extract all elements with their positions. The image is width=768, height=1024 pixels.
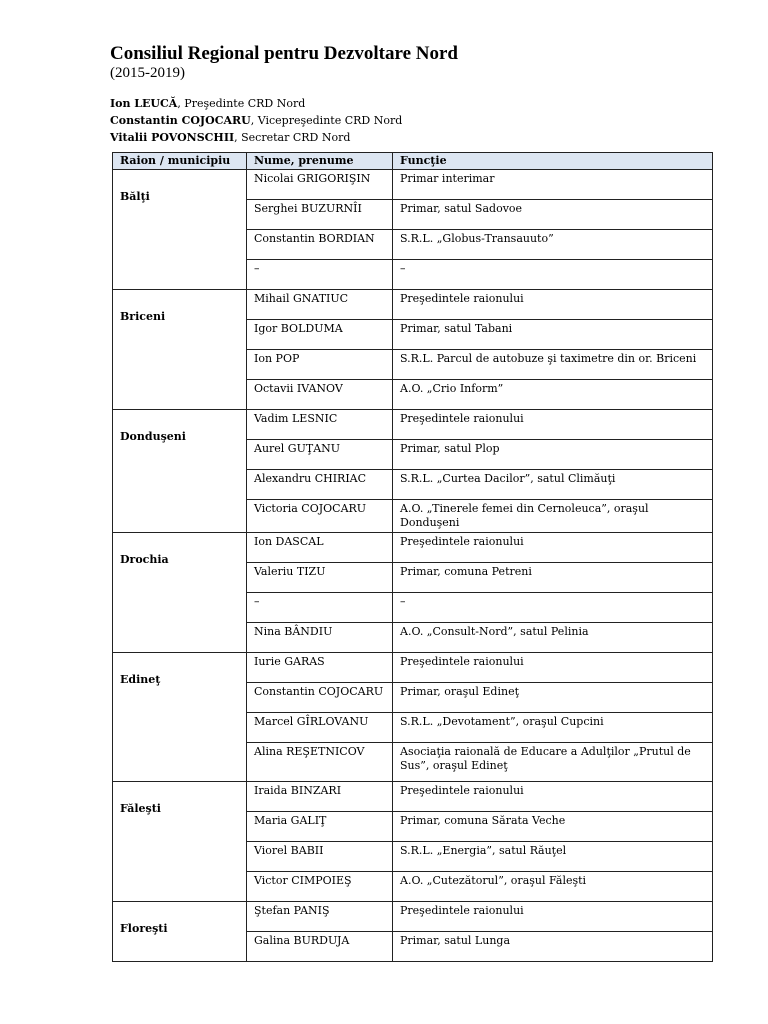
raion-cell: Bălţi — [113, 170, 247, 290]
official-name: Constantin COJOCARU — [110, 114, 251, 127]
member-function-cell: Primar, satul Lunga — [393, 932, 713, 962]
member-function-cell: Primar, comuna Sărata Veche — [393, 812, 713, 842]
table-row — [113, 170, 713, 200]
official-president — [110, 95, 402, 112]
member-name-cell: Constantin BORDIAN — [247, 230, 393, 260]
official-role: , Secretar CRD Nord — [234, 131, 351, 144]
member-name-cell: Ion POP — [247, 350, 393, 380]
member-name-cell: Igor BOLDUMA — [247, 320, 393, 350]
member-name-cell: Victoria COJOCARU — [247, 500, 393, 533]
official-name: Vitalii POVONSCHII — [110, 131, 235, 144]
member-name-cell: Ion DASCAL — [247, 533, 393, 563]
member-name-cell: Alexandru CHIRIAC — [247, 470, 393, 500]
member-name-cell: Constantin COJOCARU — [247, 683, 393, 713]
official-secretary — [110, 129, 402, 146]
member-function-cell: Preşedintele raionului — [393, 902, 713, 932]
member-function-cell: Preşedintele raionului — [393, 782, 713, 812]
table-row — [113, 902, 713, 932]
raion-cell: Drochia — [113, 533, 247, 653]
member-name-cell: – — [247, 593, 393, 623]
member-name-cell: Valeriu TIZU — [247, 563, 393, 593]
member-name-cell: Nicolai GRIGORIŞIN — [247, 170, 393, 200]
member-function-cell: S.R.L. „Globus-Transauuto” — [393, 230, 713, 260]
member-function-cell: – — [393, 593, 713, 623]
raion-cell: Edineţ — [113, 653, 247, 782]
member-function-cell: Asociaţia raională de Educare a Adulţilor „Prutul de Sus”, oraşul Edineţ — [393, 743, 713, 782]
member-function-cell: A.O. „Cutezătorul”, oraşul Făleşti — [393, 872, 713, 902]
raion-cell: Briceni — [113, 290, 247, 410]
member-function-cell: Preşedintele raionului — [393, 653, 713, 683]
table-row — [113, 653, 713, 683]
raion-cell: Făleşti — [113, 782, 247, 902]
member-name-cell: – — [247, 260, 393, 290]
member-name-cell: Marcel GÎRLOVANU — [247, 713, 393, 743]
member-function-cell: Primar, oraşul Edineţ — [393, 683, 713, 713]
member-function-cell: S.R.L. Parcul de autobuze şi taximetre din or. Briceni — [393, 350, 713, 380]
member-name-cell: Iurie GARAS — [247, 653, 393, 683]
member-function-cell: Primar, comuna Petreni — [393, 563, 713, 593]
member-function-cell: A.O. „Crio Inform” — [393, 380, 713, 410]
raion-cell: Donduşeni — [113, 410, 247, 533]
member-name-cell: Viorel BABII — [247, 842, 393, 872]
member-name-cell: Iraida BINZARI — [247, 782, 393, 812]
document-years: (2015-2019) — [110, 65, 185, 81]
official-vicepresident — [110, 112, 402, 129]
member-function-cell: S.R.L. „Devotament”, oraşul Cupcini — [393, 713, 713, 743]
member-name-cell: Serghei BUZURNÎI — [247, 200, 393, 230]
table-row — [113, 290, 713, 320]
member-name-cell: Nina BÂNDIU — [247, 623, 393, 653]
table-header-row — [113, 153, 713, 170]
table-row — [113, 782, 713, 812]
member-function-cell: Primar, satul Tabani — [393, 320, 713, 350]
official-name: Ion LEUCĂ — [110, 97, 178, 110]
member-function-cell: S.R.L. „Curtea Dacilor”, satul Climăuţi — [393, 470, 713, 500]
member-name-cell: Maria GALIŢ — [247, 812, 393, 842]
member-function-cell: Preşedintele raionului — [393, 290, 713, 320]
member-name-cell: Ştefan PANIŞ — [247, 902, 393, 932]
member-function-cell: A.O. „Consult-Nord”, satul Pelinia — [393, 623, 713, 653]
member-function-cell: Primar interimar — [393, 170, 713, 200]
table-row — [113, 410, 713, 440]
official-role: , Vicepreşedinte CRD Nord — [250, 114, 403, 127]
member-name-cell: Alina REŞETNICOV — [247, 743, 393, 782]
column-header-raion: Raion / municipiu — [113, 153, 247, 170]
member-function-cell: Primar, satul Sadovoe — [393, 200, 713, 230]
member-name-cell: Aurel GUŢANU — [247, 440, 393, 470]
member-function-cell: A.O. „Tinerele femei din Cernoleuca”, oraşul Donduşeni — [393, 500, 713, 533]
member-function-cell: Preşedintele raionului — [393, 410, 713, 440]
column-header-name: Nume, prenume — [247, 153, 393, 170]
member-name-cell: Galina BURDUJA — [247, 932, 393, 962]
column-header-function: Funcţie — [393, 153, 713, 170]
member-name-cell: Mihail GNATIUC — [247, 290, 393, 320]
member-function-cell: S.R.L. „Energia”, satul Răuţel — [393, 842, 713, 872]
member-function-cell: – — [393, 260, 713, 290]
member-name-cell: Octavii IVANOV — [247, 380, 393, 410]
table-row — [113, 533, 713, 563]
raion-cell: Floreşti — [113, 902, 247, 962]
member-function-cell: Preşedintele raionului — [393, 533, 713, 563]
officials-list — [110, 95, 402, 146]
members-table — [112, 152, 713, 962]
member-name-cell: Victor CIMPOIEŞ — [247, 872, 393, 902]
members-table-body — [113, 170, 713, 962]
official-role: , Preşedinte CRD Nord — [177, 97, 306, 110]
member-name-cell: Vadim LESNIC — [247, 410, 393, 440]
member-function-cell: Primar, satul Plop — [393, 440, 713, 470]
document-title: Consiliul Regional pentru Dezvoltare Nord — [110, 43, 458, 64]
